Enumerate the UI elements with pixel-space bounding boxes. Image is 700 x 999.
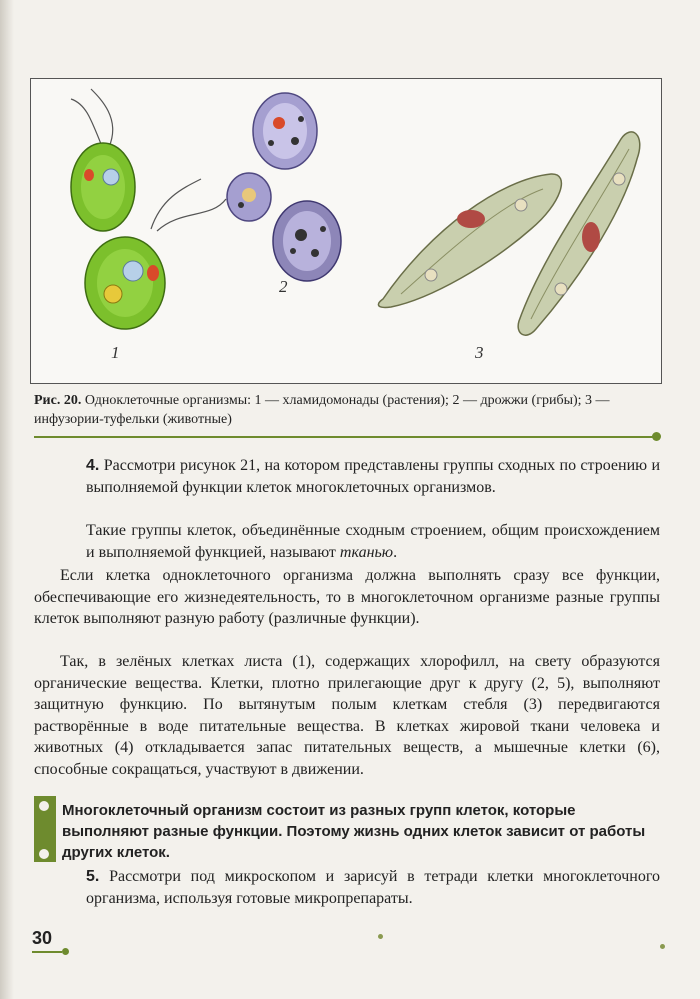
task-4-text: Рассмотри рисунок 21, на котором представлены группы сходных по строению и выполняемой функции клеток многоклеточных организмов.	[86, 457, 661, 496]
paragraph-1: Если клетка одноклеточного организма должна выполнять сразу все функции, обеспечивающие его жизнедеятельность, то в многоклеточном организме разные группы клеток выполняют разную работу (различные функции).	[34, 567, 660, 627]
figure-label-3: 3	[475, 343, 484, 362]
figure-label-1: 1	[111, 343, 120, 362]
tissue-term: тканью	[339, 543, 394, 561]
tissue-definition-end: .	[393, 543, 398, 561]
divider-dot	[652, 432, 661, 441]
chlamydomonas-drawing	[71, 89, 226, 329]
decorative-dot	[378, 934, 383, 939]
section-divider	[34, 436, 656, 438]
decorative-dot	[660, 944, 665, 949]
key-marker-dot-top	[38, 800, 50, 812]
caption-text: Одноклеточные организмы: 1 — хламидомонады (растения); 2 — дрожжи (грибы); 3 — инфузории-туфельки (животные)	[34, 393, 610, 427]
figure-illustration	[31, 79, 663, 385]
page-number: 30	[32, 928, 53, 948]
figure-20	[30, 78, 662, 384]
task-5-number: 5.	[86, 868, 100, 885]
figure-caption	[34, 391, 658, 429]
task-4	[86, 455, 660, 498]
key-marker-dot-bottom	[38, 848, 50, 860]
task-5	[86, 866, 660, 909]
tissue-definition-text: Такие группы клеток, объединённые сходным строением, общим происхождением и выполняемой функцией, называют	[86, 522, 660, 561]
paragraph-2: Так, в зелёных клетках листа (1), содержащих хлорофилл, на свету образуются органические вещества. Клетки, плотно прилегающие друг к другу (2, 5), выполняют защитную функцию. По вытянутым полым клеткам стебля (3) передвигаются растворённые в воде питательные вещества. В клетках жировой ткани человека и животных (4) откладывается запас питательных веществ, а мышечные клетки (6), способные сокращаться, участвуют в движении.	[34, 653, 660, 778]
tissue-definition	[86, 520, 660, 563]
task-4-number: 4.	[86, 457, 100, 474]
paramecium-drawing	[378, 132, 639, 335]
key-statement: Многоклеточный организм состоит из разных групп клеток, которые выполняют разные функции. Поэтому жизнь одних клеток зависит от работы других клеток.	[62, 802, 646, 861]
page-number-dot	[62, 948, 69, 955]
caption-prefix: Рис. 20.	[34, 393, 82, 408]
figure-label-2: 2	[279, 277, 288, 296]
page-number-underline	[32, 951, 62, 953]
task-5-text: Рассмотри под микроскопом и зарисуй в тетради клетки многоклеточного организма, используя готовые микропрепараты.	[86, 868, 661, 907]
page-edge-shadow	[0, 0, 14, 999]
yeast-drawing	[227, 93, 341, 281]
